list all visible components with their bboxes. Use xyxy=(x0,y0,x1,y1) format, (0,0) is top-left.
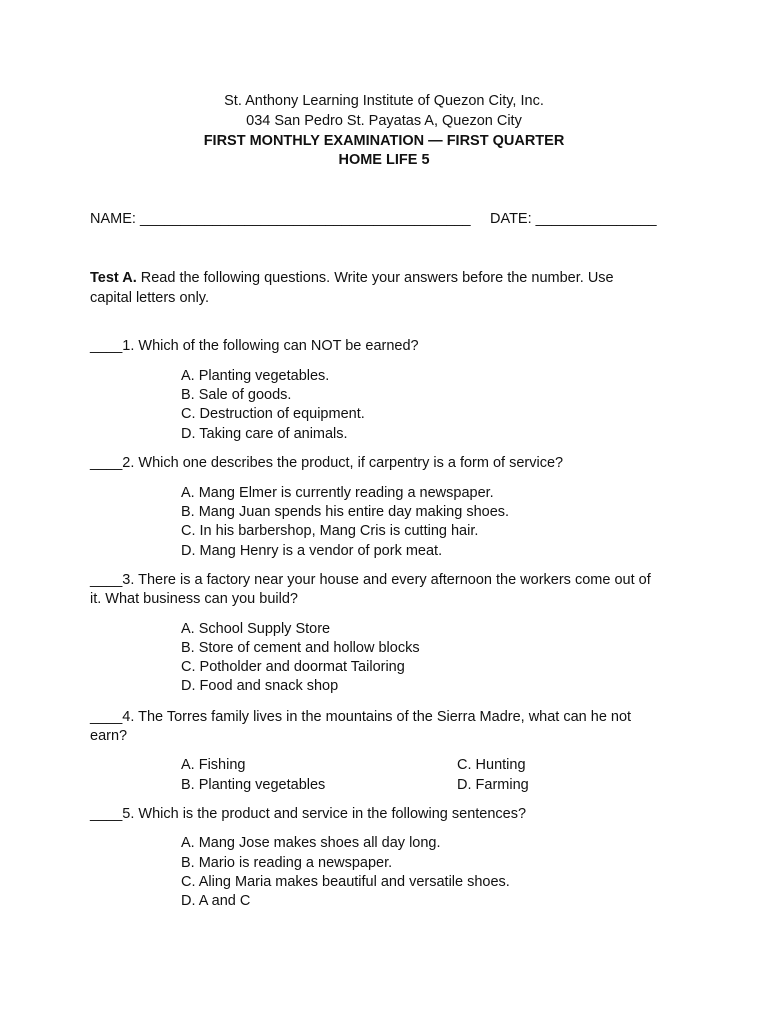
q2-option-a: A. Mang Elmer is currently reading a newspaper. xyxy=(181,485,494,501)
q5-option-d: D. A and C xyxy=(181,893,251,909)
school-address: 034 San Pedro St. Payatas A, Quezon City xyxy=(246,113,522,129)
question-2: ____2. Which one describes the product, if carpentry is a form of service? xyxy=(90,455,564,471)
question-1: ____1. Which of the following can NOT be earned? xyxy=(90,338,419,354)
q5-option-b: B. Mario is reading a newspaper. xyxy=(181,855,393,871)
q4-option-b: B. Planting vegetables xyxy=(181,777,326,793)
school-name: St. Anthony Learning Institute of Quezon City, Inc. xyxy=(224,93,544,109)
q1-option-c: C. Destruction of equipment. xyxy=(181,406,365,422)
question-3-line-2: it. What business can you build? xyxy=(90,591,298,607)
instructions-line-1: Read the following questions. Write your answers before the number. Use xyxy=(136,270,614,286)
q1-option-a: A. Planting vegetables. xyxy=(181,368,330,384)
question-4-line-2: earn? xyxy=(90,728,128,744)
q5-option-a: A. Mang Jose makes shoes all day long. xyxy=(181,835,441,851)
q3-option-c: C. Potholder and doormat Tailoring xyxy=(181,659,405,675)
exam-title: FIRST MONTHLY EXAMINATION — FIRST QUARTER xyxy=(203,133,565,149)
q3-option-a: A. School Supply Store xyxy=(181,621,331,637)
question-5: ____5. Which is the product and service in the following sentences? xyxy=(90,806,527,822)
instructions-line-2: capital letters only. xyxy=(90,290,210,306)
q4-option-a: A. Fishing xyxy=(181,757,246,773)
date-field[interactable]: DATE: _______________ xyxy=(490,211,657,227)
subject-title: HOME LIFE 5 xyxy=(338,152,430,168)
test-a-instructions xyxy=(90,270,614,286)
q1-option-d: D. Taking care of animals. xyxy=(181,426,348,442)
q2-option-c: C. In his barbershop, Mang Cris is cutting hair. xyxy=(181,523,479,539)
q2-option-d: D. Mang Henry is a vendor of pork meat. xyxy=(181,543,443,559)
test-a-label: Test A. xyxy=(90,270,137,286)
q4-option-c: C. Hunting xyxy=(457,757,526,773)
q3-option-d: D. Food and snack shop xyxy=(181,678,339,694)
q4-option-d: D. Farming xyxy=(457,777,529,793)
q1-option-b: B. Sale of goods. xyxy=(181,387,292,403)
q2-option-b: B. Mang Juan spends his entire day making shoes. xyxy=(181,504,510,520)
question-3-line-1: ____3. There is a factory near your house and every afternoon the workers come out of xyxy=(90,572,651,588)
q5-option-c: C. Aling Maria makes beautiful and versatile shoes. xyxy=(181,874,510,890)
q3-option-b: B. Store of cement and hollow blocks xyxy=(181,640,420,656)
name-field[interactable]: NAME: _________________________________________ xyxy=(90,211,471,227)
question-4-line-1: ____4. The Torres family lives in the mountains of the Sierra Madre, what can he not xyxy=(90,709,632,725)
